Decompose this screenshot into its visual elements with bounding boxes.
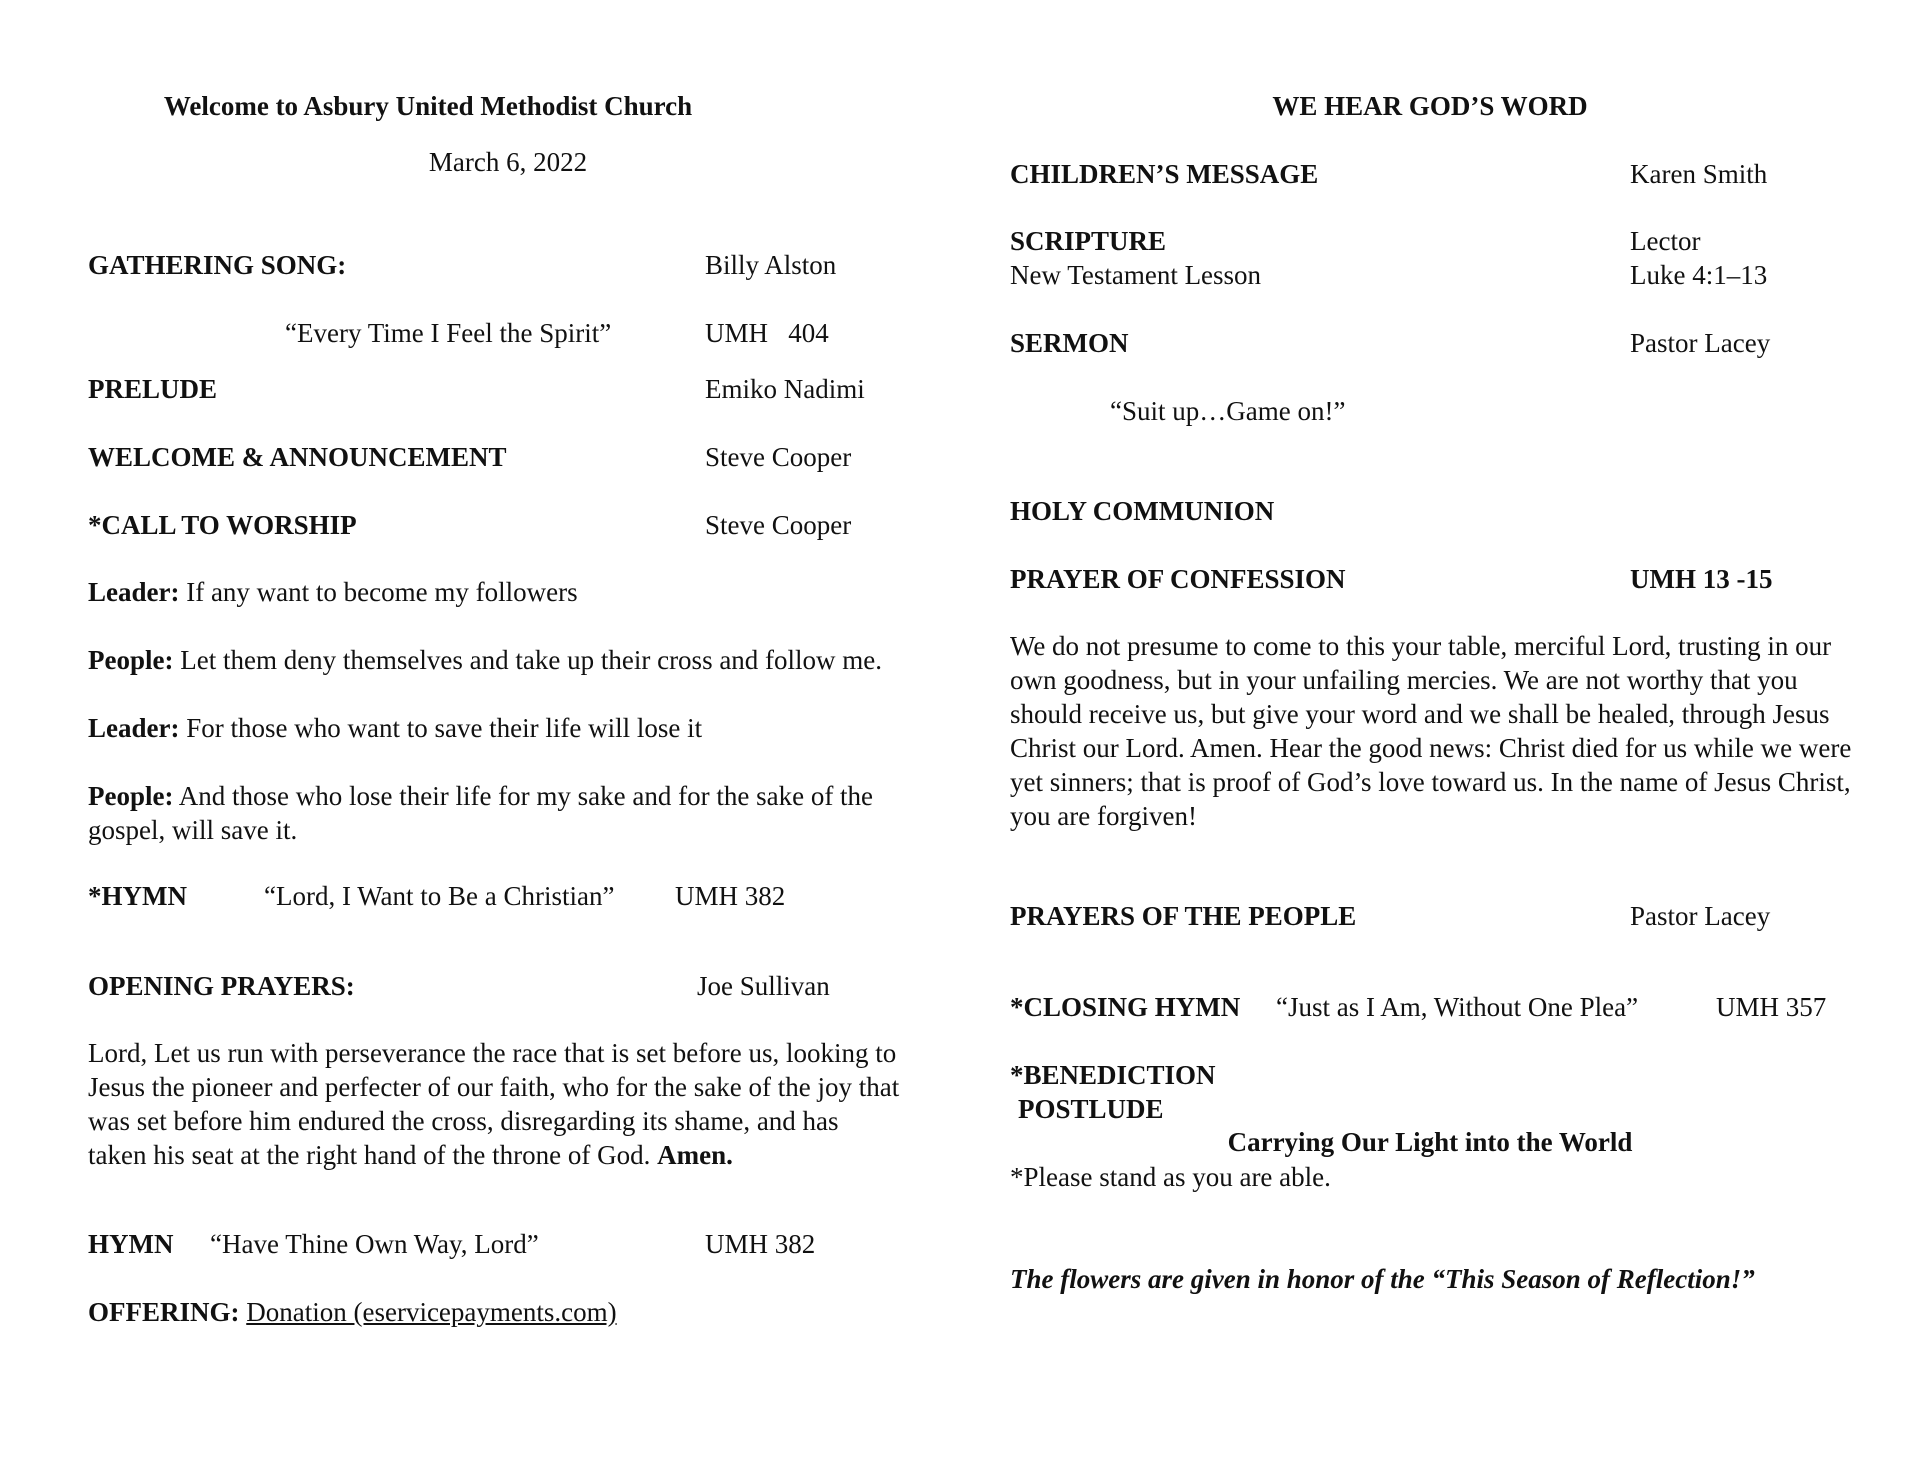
litany-line bbox=[88, 643, 928, 677]
litany-speaker: Leader: bbox=[88, 713, 180, 743]
closing-hymn-label: *CLOSING HYMN bbox=[1010, 992, 1241, 1022]
sermon-person: Pastor Lacey bbox=[1630, 328, 1771, 358]
prelude-label: PRELUDE bbox=[88, 374, 218, 404]
benediction-label: *BENEDICTION bbox=[1010, 1060, 1216, 1090]
litany-text: If any want to become my followers bbox=[179, 577, 578, 607]
call-to-worship-label: *CALL TO WORSHIP bbox=[88, 510, 357, 540]
sermon-label: SERMON bbox=[1010, 328, 1129, 358]
section-title: WE HEAR GOD’S WORD bbox=[1272, 91, 1588, 121]
litany-speaker: Leader: bbox=[88, 577, 180, 607]
donation-link[interactable]: Donation (eservicepayments.com) bbox=[246, 1297, 617, 1327]
childrens-message-label: CHILDREN’S MESSAGE bbox=[1010, 159, 1319, 189]
gathering-song-label: GATHERING SONG: bbox=[88, 250, 347, 280]
prayers-of-the-people-person: Pastor Lacey bbox=[1630, 901, 1771, 931]
flowers-note: The flowers are given in honor of the “This Season of Reflection!” bbox=[1010, 1264, 1755, 1294]
call-to-worship-person: Steve Cooper bbox=[705, 510, 852, 540]
welcome-label: WELCOME & ANNOUNCEMENT bbox=[88, 442, 507, 472]
hymn-label: HYMN bbox=[88, 1229, 174, 1259]
closing-hymn-title: “Just as I Am, Without One Plea” bbox=[1276, 992, 1639, 1022]
offering-line bbox=[88, 1295, 617, 1329]
closing-hymn-umh: UMH 357 bbox=[1716, 992, 1827, 1022]
opening-prayers-person: Joe Sullivan bbox=[697, 971, 830, 1001]
litany-text: And those who lose their life for my sake and for the sake of the gospel, will save it. bbox=[88, 781, 874, 845]
opening-prayers-label: OPENING PRAYERS: bbox=[88, 971, 355, 1001]
prayer-of-confession-umh: UMH 13 -15 bbox=[1630, 564, 1773, 594]
bulletin-title: Welcome to Asbury United Methodist Church bbox=[163, 91, 693, 121]
hymn-label: *HYMN bbox=[88, 881, 187, 911]
litany-line bbox=[88, 779, 928, 847]
hymn-title: “Lord, I Want to Be a Christian” bbox=[264, 881, 615, 911]
service-date: March 6, 2022 bbox=[428, 147, 588, 177]
litany-speaker: People: bbox=[88, 645, 174, 675]
litany-line bbox=[88, 575, 928, 609]
offering-label: OFFERING: bbox=[88, 1297, 240, 1327]
litany-line bbox=[88, 711, 928, 745]
amen: Amen. bbox=[657, 1140, 733, 1170]
litany-text: Let them deny themselves and take up their cross and follow me. bbox=[173, 645, 883, 675]
gathering-song-title: “Every Time I Feel the Spirit” bbox=[285, 318, 612, 348]
childrens-message-person: Karen Smith bbox=[1630, 159, 1768, 189]
gathering-song-umh: UMH 404 bbox=[705, 318, 829, 348]
postlude-label: POSTLUDE bbox=[1018, 1094, 1164, 1124]
litany-text: For those who want to save their life will lose it bbox=[179, 713, 703, 743]
sermon-title: “Suit up…Game on!” bbox=[1110, 396, 1346, 426]
carrying-light: Carrying Our Light into the World bbox=[1227, 1127, 1633, 1157]
prelude-person: Emiko Nadimi bbox=[705, 374, 865, 404]
prayer-of-confession-label: PRAYER OF CONFESSION bbox=[1010, 564, 1346, 594]
scripture-reference: Luke 4:1–13 bbox=[1630, 260, 1768, 290]
prayers-of-the-people-label: PRAYERS OF THE PEOPLE bbox=[1010, 901, 1357, 931]
opening-prayer-text: Lord, Let us run with perseverance the race that is set before us, looking to Jesus the pioneer and perfecter of our faith, who for the sake of the joy that was set before him endured the cross, disregarding its shame, and has taken his seat at the right hand of the throne of God. Amen. bbox=[88, 1038, 900, 1170]
scripture-lesson: New Testament Lesson bbox=[1010, 260, 1262, 290]
hymn-umh: UMH 382 bbox=[675, 881, 786, 911]
gathering-song-person: Billy Alston bbox=[705, 250, 837, 280]
hymn-umh: UMH 382 bbox=[705, 1229, 816, 1259]
scripture-person: Lector bbox=[1630, 226, 1701, 256]
stand-note: *Please stand as you are able. bbox=[1010, 1162, 1331, 1192]
scripture-label: SCRIPTURE bbox=[1010, 226, 1167, 256]
litany-speaker: People: bbox=[88, 781, 174, 811]
welcome-person: Steve Cooper bbox=[705, 442, 852, 472]
holy-communion-label: HOLY COMMUNION bbox=[1010, 496, 1275, 526]
hymn-title: “Have Thine Own Way, Lord” bbox=[210, 1229, 539, 1259]
confession-text: We do not presume to come to this your table, merciful Lord, trusting in our own goodness, but in your unfailing mercies. We are not worthy that you should receive us, but give your word and we shall be healed, through Jesus Christ our Lord. Amen. Hear the good news: Christ died for us while we were yet sinners; that is proof of God’s love toward us. In the name of Jesus Christ, you are forgiven! bbox=[1010, 631, 1852, 831]
